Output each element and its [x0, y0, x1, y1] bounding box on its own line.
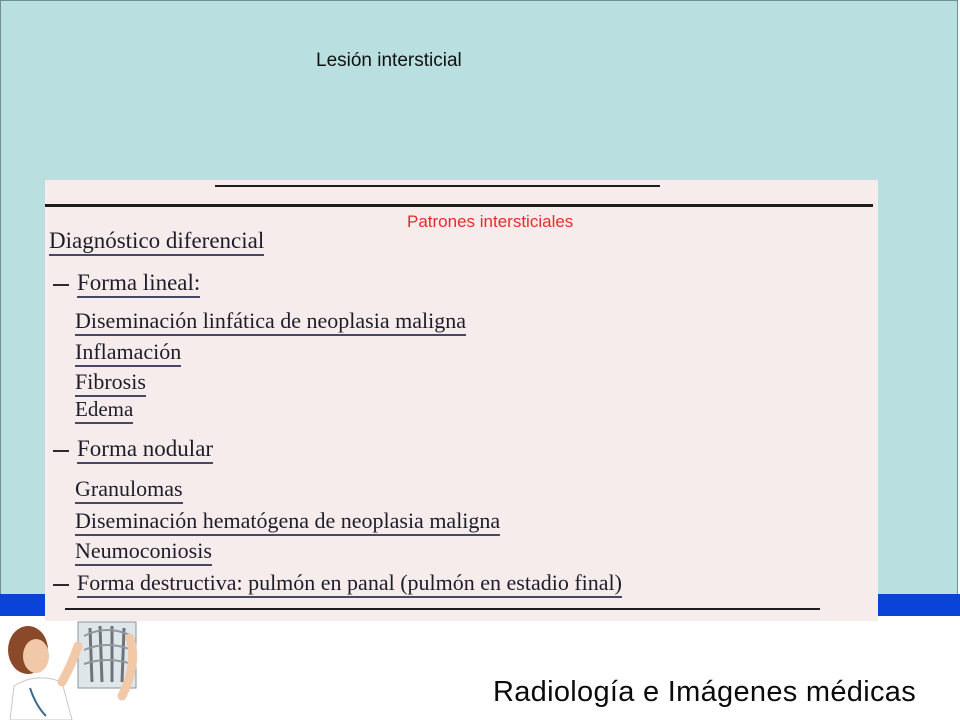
group-label-lineal: Forma lineal: [53, 270, 200, 296]
footer-title: Radiología e Imágenes médicas [493, 676, 916, 708]
list-item: Fibrosis [75, 369, 146, 395]
doctor-xray-icon [0, 616, 150, 720]
list-item: Diseminación hematógena de neoplasia maligna [75, 508, 500, 534]
list-item: Granulomas [75, 476, 183, 502]
list-item: Edema [75, 397, 133, 422]
list-item: Neumoconiosis [75, 538, 212, 564]
top-rule-short [215, 185, 660, 187]
document-heading: Patrones intersticiales [407, 212, 574, 231]
dash-icon [53, 284, 69, 286]
section-title: Diagnóstico diferencial [49, 228, 264, 254]
slide-title: Lesión intersticial [316, 50, 462, 71]
scanned-document [45, 180, 878, 621]
list-item: Diseminación linfática de neoplasia maligna [75, 308, 466, 334]
bottom-rule [65, 608, 820, 610]
group-label-destructiva: Forma destructiva: pulmón en panal (pulmón en estadio final) [53, 570, 622, 596]
dash-icon [53, 450, 69, 452]
group-label-nodular: Forma nodular [53, 436, 213, 462]
top-rule-long [45, 204, 873, 207]
dash-icon [53, 584, 69, 586]
list-item: Inflamación [75, 339, 181, 365]
